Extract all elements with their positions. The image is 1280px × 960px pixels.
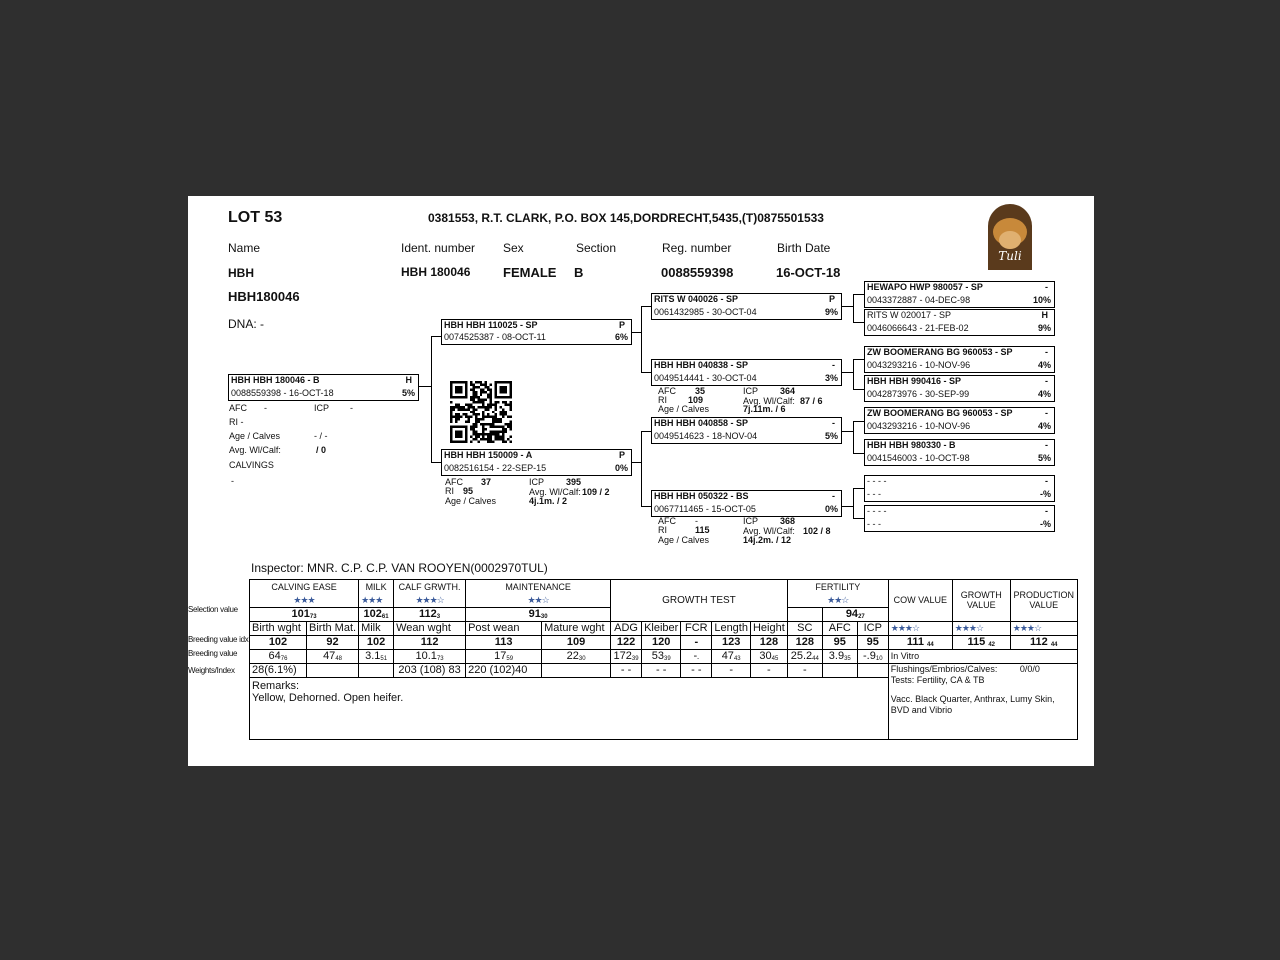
sd-flag: - xyxy=(832,360,835,370)
sire-reg-date: 0074525387 - 08-OCT-11 xyxy=(444,332,546,342)
calving-ease-selection: $101_{73}$ xyxy=(250,607,359,621)
length-index: - xyxy=(712,663,751,677)
dd-afc-label: AFC xyxy=(658,516,676,526)
sd-afc-label: AFC xyxy=(658,386,676,396)
dam-reg-date: 0082516154 - 22-SEP-15 xyxy=(444,463,547,473)
calf-growth-stars: ★★★☆ xyxy=(394,594,466,608)
dd-icp-value: 368 xyxy=(780,516,796,526)
dd-avg-label: Avg. Wl/Calf: xyxy=(743,526,795,536)
fcr-index: - - xyxy=(681,663,712,677)
subject-avg-value: / 0 xyxy=(316,445,327,455)
ss-title: RITS W 040026 - SP xyxy=(654,294,739,304)
bv-cell: $22_{30}$ xyxy=(542,649,611,663)
calving-ease-header: CALVING EASE xyxy=(250,580,359,594)
subject-reg-date: 0088559398 - 16-OCT-18 xyxy=(231,388,334,398)
bv-cell: $-.9_{10}$ xyxy=(857,649,888,663)
col-header: ADG xyxy=(611,621,642,635)
g7-flag: - xyxy=(1045,476,1048,486)
tests-line: Tests: Fertility, CA & TB xyxy=(890,674,985,685)
col-header: AFC xyxy=(822,621,857,635)
dd-percent: 0% xyxy=(824,504,838,514)
bv-cell: $25.2_{44}$ xyxy=(787,649,822,663)
bv-cell: $10.1_{73}$ xyxy=(394,649,466,663)
remarks-text: Yellow, Dehorned. Open heifer. xyxy=(252,691,404,704)
dam-ri-label: RI xyxy=(445,486,454,496)
name-label: Name xyxy=(228,241,261,255)
bv-index-cell: 102 xyxy=(359,635,394,649)
owner-details: 0381553, R.T. CLARK, P.O. BOX 145,DORDRECHT,5435,(T)0875501533 xyxy=(428,211,824,225)
sd-reg-date: 0049514441 - 30-OCT-04 xyxy=(654,373,757,383)
ds-title: HBH HBH 040858 - SP xyxy=(654,418,749,428)
col-header: Kleiber xyxy=(642,621,681,635)
growth-value: 115 $_{42}$ xyxy=(952,635,1010,649)
ds-percent: 5% xyxy=(824,431,838,441)
subject-flag: H xyxy=(405,375,412,385)
subject-age-value: - / - xyxy=(314,431,328,441)
inspector: Inspector: MNR. C.P. C.P. VAN ROOYEN(0002970TUL) xyxy=(251,561,548,575)
svg-text:Tuli: Tuli xyxy=(998,249,1022,263)
bv-cell: $47_{48}$ xyxy=(307,649,359,663)
sd-avg-label: Avg. Wl/Calf: xyxy=(743,396,795,406)
animal-section: B xyxy=(574,265,584,280)
g8-box xyxy=(864,505,1055,532)
animal-name-2: HBH180046 xyxy=(228,289,300,304)
g1-reg-date: 0043372887 - 04-DEC-98 xyxy=(867,295,971,305)
ds-flag: - xyxy=(832,418,835,428)
birth-weight-index: 28(6.1%) xyxy=(250,663,307,677)
dam-avg-label: Avg. Wl/Calf: xyxy=(529,487,581,497)
milk-selection: $102_{61}$ xyxy=(359,607,394,621)
sire-dam-box xyxy=(651,359,842,386)
col-header: Birth Mat. xyxy=(307,621,359,635)
dd-reg-date: 0067711465 - 15-OCT-05 xyxy=(654,504,756,514)
g2-reg-date: 0046066643 - 21-FEB-02 xyxy=(867,323,969,333)
milk-stars: ★★★ xyxy=(359,594,394,608)
bv-index-cell: 102 xyxy=(250,635,307,649)
g8-percent: -% xyxy=(1040,519,1051,529)
tuli-logo xyxy=(980,200,1040,272)
sire-box xyxy=(441,319,632,345)
growth-test-header: GROWTH TEST xyxy=(611,580,788,622)
dam-ri-value: 95 xyxy=(463,486,474,496)
bv-index-cell: 109 xyxy=(542,635,611,649)
g8-flag: - xyxy=(1045,506,1048,516)
bv-index-cell: 128 xyxy=(750,635,787,649)
dd-title: HBH HBH 050322 - BS xyxy=(654,491,749,501)
col-header: ICP xyxy=(857,621,888,635)
remarks-label: Remarks: xyxy=(252,679,300,692)
g4-percent: 4% xyxy=(1037,389,1051,399)
dam-age-value: 4j.1m. / 2 xyxy=(529,496,568,506)
g1-title: HEWAPO HWP 980057 - SP xyxy=(867,282,983,292)
ss-reg-date: 0061432985 - 30-OCT-04 xyxy=(654,307,757,317)
sex-label: Sex xyxy=(503,241,524,255)
g5-percent: 4% xyxy=(1037,421,1051,431)
sd-ri-label: RI xyxy=(658,395,667,405)
g6-reg-date: 0041546003 - 10-OCT-98 xyxy=(867,453,970,463)
calving-ease-stars: ★★★ xyxy=(250,594,359,608)
row-label-selection: Selection value xyxy=(188,605,238,614)
flush-line: Flushings/Embrios/Calves: 0/0/0 xyxy=(890,663,1040,674)
bv-cell: $53_{39}$ xyxy=(642,649,681,663)
fertility-stars: ★★☆ xyxy=(787,594,888,608)
bv-cell: $30_{45}$ xyxy=(750,649,787,663)
evaluation-table xyxy=(249,579,1078,740)
sd-afc-value: 35 xyxy=(695,386,706,396)
bv-index-cell: 122 xyxy=(611,635,642,649)
g5-box xyxy=(864,407,1055,434)
g2-box xyxy=(864,309,1055,336)
col-header: Birth wght xyxy=(250,621,307,635)
maintenance-selection: $91_{30}$ xyxy=(466,607,611,621)
dd-avg-value: 102 / 8 xyxy=(803,526,831,536)
g4-title: HBH HBH 990416 - SP xyxy=(867,376,962,386)
ss-flag: P xyxy=(828,294,835,304)
col-header: Milk xyxy=(359,621,394,635)
g5-flag: - xyxy=(1045,408,1048,418)
g7-title: - - - - xyxy=(867,476,887,486)
g1-box xyxy=(864,281,1055,308)
dam-flag: P xyxy=(618,450,625,460)
qr-code xyxy=(450,381,512,443)
sire-title: HBH HBH 110025 - SP xyxy=(444,320,538,330)
g8-reg-date: - - - xyxy=(867,519,881,529)
row-label-bv-index: Breeding value idx xyxy=(188,635,249,644)
g6-title: HBH HBH 980330 - B xyxy=(867,440,956,450)
dam-icp-value: 395 xyxy=(566,477,582,487)
bv-index-cell: 112 xyxy=(394,635,466,649)
section-label: Section xyxy=(576,241,617,255)
g4-flag: - xyxy=(1045,376,1048,386)
sire-percent: 6% xyxy=(614,332,628,342)
subject-calvings-label: CALVINGS xyxy=(229,460,274,470)
dam-afc-label: AFC xyxy=(445,477,463,487)
milk-header: MILK xyxy=(359,580,394,594)
calf-growth-selection: $112_3$ xyxy=(394,607,466,621)
row-label-bv: Breeding value xyxy=(188,649,238,658)
animal-ident: HBH 180046 xyxy=(401,265,471,279)
subject-age-label: Age / Calves xyxy=(229,431,281,441)
ident-label: Ident. number xyxy=(401,241,476,255)
dd-ri-label: RI xyxy=(658,525,667,535)
col-header: FCR xyxy=(681,621,712,635)
fertility-selection: $94_{27}$ xyxy=(822,607,888,621)
dam-box xyxy=(441,449,632,476)
sire-flag: P xyxy=(618,320,625,330)
bv-cell: $17_{59}$ xyxy=(466,649,542,663)
animal-birth: 16-OCT-18 xyxy=(776,265,841,280)
post-wean-index: 220 (102)40 xyxy=(466,663,542,677)
growth-value-header: GROWTH VALUE xyxy=(952,580,1010,622)
bv-index-cell: 92 xyxy=(307,635,359,649)
g5-title: ZW BOOMERANG BG 960053 - SP xyxy=(867,408,1013,418)
remarks-cell xyxy=(250,677,889,739)
adg-index: - - xyxy=(611,663,642,677)
g2-percent: 9% xyxy=(1037,323,1051,333)
bv-index-cell: 120 xyxy=(642,635,681,649)
subject-title: HBH HBH 180046 - B xyxy=(231,375,320,385)
col-header: Length xyxy=(712,621,751,635)
bv-index-cell: 95 xyxy=(822,635,857,649)
ds-reg-date: 0049514623 - 18-NOV-04 xyxy=(654,431,758,441)
g1-percent: 10% xyxy=(1032,295,1051,305)
dam-avg-value: 109 / 2 xyxy=(582,487,610,497)
subject-percent: 5% xyxy=(401,388,415,398)
vacc-line: Vacc. Black Quarter, Anthrax, Lumy Skin, BVD and Vibrio xyxy=(890,693,1055,715)
sd-avg-value: 87 / 6 xyxy=(800,396,823,406)
subject-afc-label: AFC xyxy=(229,403,247,413)
kleiber-index: - - xyxy=(642,663,681,677)
g3-percent: 4% xyxy=(1037,360,1051,370)
subject-avg-label: Avg. Wl/Calf: xyxy=(229,445,281,455)
bv-index-cell: 128 xyxy=(787,635,822,649)
notes-cell xyxy=(888,663,1077,739)
bv-cell: $-_-$ xyxy=(681,649,712,663)
g6-box xyxy=(864,439,1055,466)
calf-growth-header: CALF GRWTH. xyxy=(394,580,466,594)
dam-age-label: Age / Calves xyxy=(445,496,497,506)
dam-title: HBH HBH 150009 - A xyxy=(444,450,533,460)
reg-label: Reg. number xyxy=(662,241,732,255)
dd-age-value: 14j.2m. / 12 xyxy=(743,535,792,545)
col-header: Height xyxy=(750,621,787,635)
bv-cell: $3.1_{51}$ xyxy=(359,649,394,663)
lot-number: LOT 53 xyxy=(228,209,283,226)
sc-index: - xyxy=(787,663,822,677)
pedigree-certificate xyxy=(188,196,1094,766)
sd-title: HBH HBH 040838 - SP xyxy=(654,360,749,370)
g7-reg-date: - - - xyxy=(867,489,881,499)
g7-box xyxy=(864,475,1055,502)
animal-name: HBH xyxy=(228,266,254,280)
fertility-header: FERTILITY xyxy=(787,580,888,594)
dam-dam-box xyxy=(651,490,842,517)
maintenance-stars: ★★☆ xyxy=(466,594,611,608)
bv-index-cell: - xyxy=(681,635,712,649)
g7-percent: -% xyxy=(1040,489,1051,499)
dd-afc-value: - xyxy=(695,516,698,526)
animal-sex: FEMALE xyxy=(503,265,557,280)
row-label-weights: Weights/Index xyxy=(188,666,235,675)
g6-flag: - xyxy=(1045,440,1048,450)
bv-cell: $3.9_{35}$ xyxy=(822,649,857,663)
sd-icp-value: 364 xyxy=(780,386,796,396)
wean-weight-index: 203 (108) 83 xyxy=(394,663,466,677)
dna-status: DNA: - xyxy=(228,317,264,331)
g2-title: RITS W 020017 - SP xyxy=(867,310,952,320)
in-vitro: In Vitro xyxy=(888,649,1077,663)
subject-calvings-value: - xyxy=(231,476,234,486)
production-stars: ★★★☆ xyxy=(1010,621,1077,635)
production-value-header: PRODUCTION VALUE xyxy=(1010,580,1077,622)
cow-stars: ★★★☆ xyxy=(888,621,952,635)
g1-flag: - xyxy=(1045,282,1048,292)
height-index: - xyxy=(750,663,787,677)
dam-afc-value: 37 xyxy=(481,477,492,487)
birth-label: Birth Date xyxy=(777,241,831,255)
g3-flag: - xyxy=(1045,347,1048,357)
sd-percent: 3% xyxy=(824,373,838,383)
g3-reg-date: 0043293216 - 10-NOV-96 xyxy=(867,360,971,370)
dd-icp-label: ICP xyxy=(743,516,759,526)
subject-ri: RI - xyxy=(229,417,244,427)
dd-ri-value: 115 xyxy=(695,525,710,535)
g3-box xyxy=(864,346,1055,373)
ss-percent: 9% xyxy=(824,307,838,317)
maintenance-header: MAINTENANCE xyxy=(466,580,611,594)
g8-title: - - - - xyxy=(867,506,887,516)
sd-age-value: 7j.11m. / 6 xyxy=(743,404,786,414)
bv-index-cell: 123 xyxy=(712,635,751,649)
col-header: Wean wght xyxy=(394,621,466,635)
dd-age-label: Age / Calves xyxy=(658,535,710,545)
g6-percent: 5% xyxy=(1037,453,1051,463)
col-header: SC xyxy=(787,621,822,635)
subject-icp-label: ICP xyxy=(314,403,330,413)
g5-reg-date: 0043293216 - 10-NOV-96 xyxy=(867,421,971,431)
g4-box xyxy=(864,375,1055,402)
subject-box xyxy=(228,374,419,401)
bv-cell: $64_{76}$ xyxy=(250,649,307,663)
production-value: 112 $_{44}$ xyxy=(1010,635,1077,649)
sd-ri-value: 109 xyxy=(688,395,704,405)
animal-reg: 0088559398 xyxy=(661,265,734,280)
bv-cell: $47_{43}$ xyxy=(712,649,751,663)
g2-flag: H xyxy=(1041,310,1048,320)
dd-flag: - xyxy=(832,491,835,501)
bv-index-cell: 95 xyxy=(857,635,888,649)
subject-icp-value: - xyxy=(350,403,353,413)
sd-age-label: Age / Calves xyxy=(658,404,710,414)
col-header: Post wean xyxy=(466,621,542,635)
sd-icp-label: ICP xyxy=(743,386,759,396)
cow-value: 111 $_{44}$ xyxy=(888,635,952,649)
cow-value-header: COW VALUE xyxy=(888,580,952,622)
subject-afc-value: - xyxy=(264,403,267,413)
growth-stars: ★★★☆ xyxy=(952,621,1010,635)
bv-index-cell: 113 xyxy=(466,635,542,649)
dam-icp-label: ICP xyxy=(529,477,545,487)
col-header: Mature wght xyxy=(542,621,611,635)
g4-reg-date: 0042873976 - 30-SEP-99 xyxy=(867,389,970,399)
dam-percent: 0% xyxy=(614,463,628,473)
g3-title: ZW BOOMERANG BG 960053 - SP xyxy=(867,347,1013,357)
dam-sire-box xyxy=(651,417,842,444)
sire-sire-box xyxy=(651,293,842,320)
bv-cell: $172_{39}$ xyxy=(611,649,642,663)
